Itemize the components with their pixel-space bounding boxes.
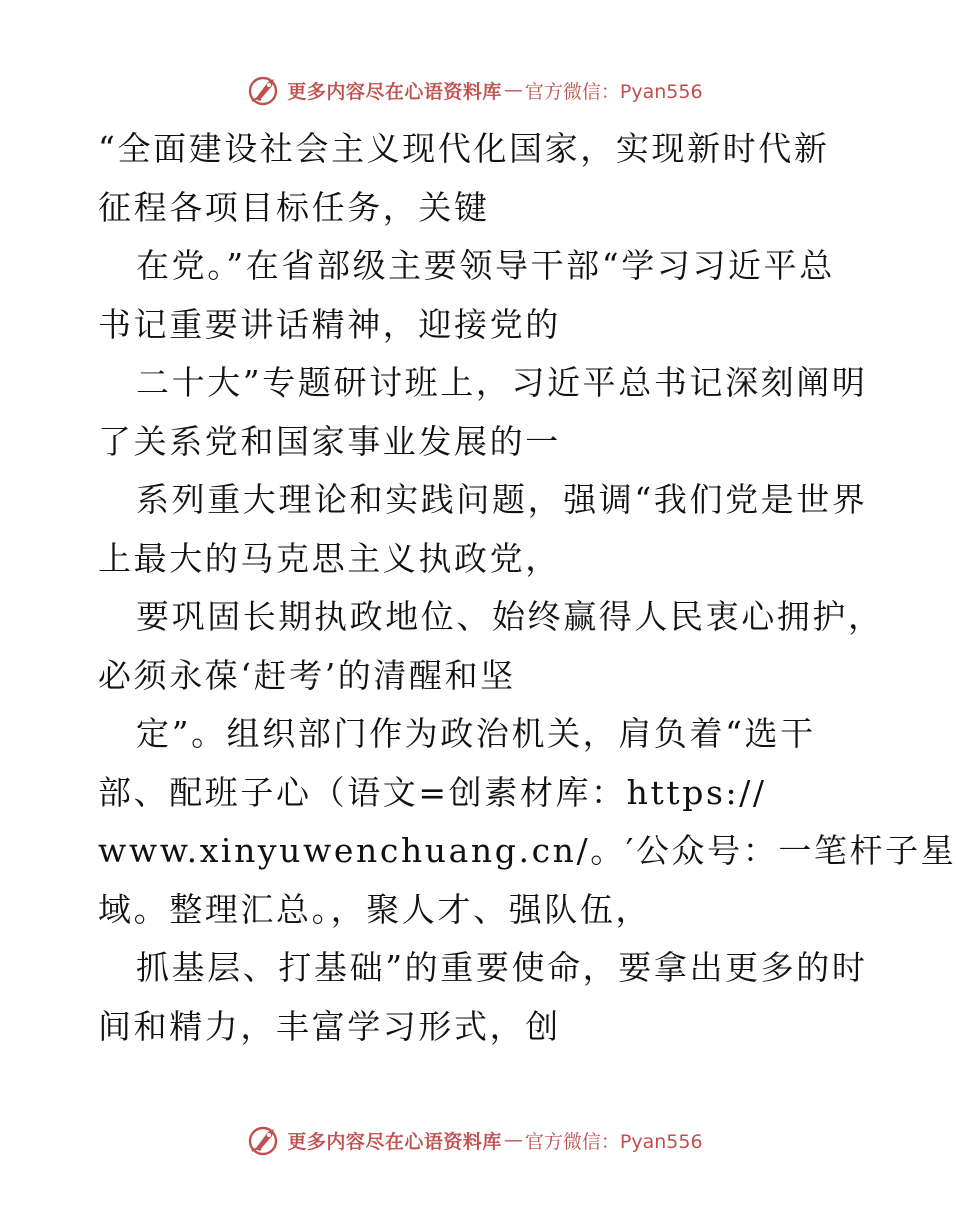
text-line: 域。整理汇总。，聚人才、强队伍，: [98, 889, 652, 929]
text-line: 必须永葆‘赶考’的清醒和坚: [98, 655, 516, 695]
header-banner: [0, 70, 950, 110]
text-line: 上最大的马克思主义执政党，: [98, 538, 561, 578]
banner-text: 更多内容尽在心语资料库: [287, 80, 502, 103]
text-line: 书记重要讲话精神，迎接党的: [98, 304, 561, 344]
banner-dash: —: [503, 1129, 523, 1151]
banner-dash: —: [503, 79, 523, 101]
footer-banner: [0, 1120, 950, 1160]
text-line: 在党。”在省部级主要领导干部“学习习近平总: [136, 246, 835, 285]
text-line: 部、配班子心（语文=创素材库：https://: [98, 772, 767, 812]
text-line: 征程各项目标任务，关键: [98, 187, 490, 227]
pen-nib-circle-icon: [247, 73, 281, 107]
text-line: “全面建设社会主义现代化国家，实现新时代新: [98, 129, 830, 168]
text-line: 定”。组织部门作为政治机关，肩负着“选干: [136, 714, 816, 753]
document-body: [98, 120, 956, 1056]
pen-nib-circle-icon: [247, 1123, 281, 1157]
text-line: 了关系党和国家事业发展的一: [98, 421, 561, 461]
text-line: 二十大”专题研讨班上，习近平总书记深刻阐明: [136, 363, 868, 402]
text-line: 间和精力，丰富学习形式，创: [98, 1006, 561, 1046]
text-line: www.xinyuwenchuang.cn/。′公众号：一笔杆子星: [98, 831, 956, 870]
banner-text: 更多内容尽在心语资料库: [287, 1130, 502, 1153]
text-line: 系列重大理论和实践问题，强调“我们党是世界: [136, 480, 868, 519]
text-line: 要巩固长期执政地位、始终赢得人民衷心拥护，: [136, 597, 884, 636]
text-line: 抓基层、打基础”的重要使命，要拿出更多的时: [136, 948, 868, 987]
wechat-label: 官方微信：Pyan556: [524, 1130, 703, 1153]
wechat-label: 官方微信：Pyan556: [524, 80, 703, 103]
